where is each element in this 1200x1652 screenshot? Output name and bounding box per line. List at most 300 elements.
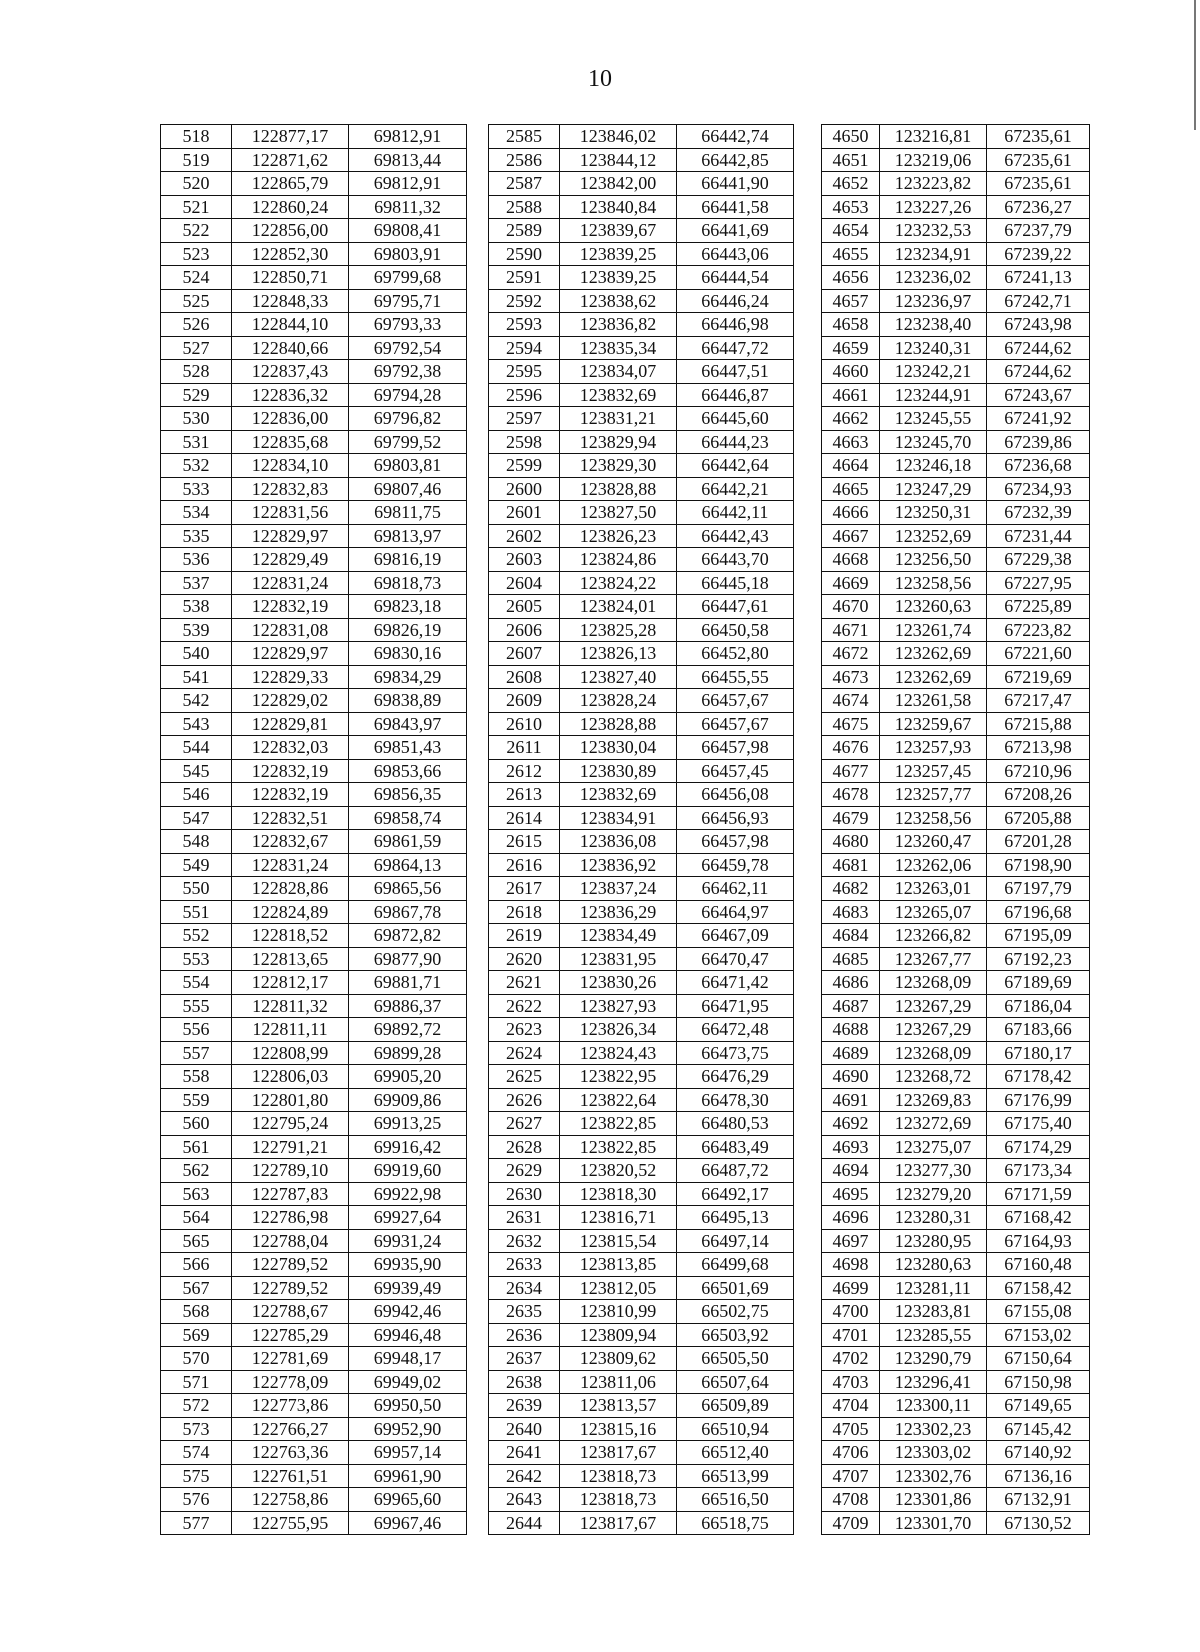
table-cell-point-number: 2620	[489, 947, 560, 971]
table-cell-y-coordinate: 69942,46	[349, 1300, 467, 1324]
table-cell-y-coordinate: 67140,92	[987, 1441, 1090, 1465]
table-cell-point-number: 519	[161, 148, 232, 172]
table-cell-point-number: 4652	[822, 172, 880, 196]
column-gap	[467, 712, 489, 736]
table-cell-x-coordinate: 123238,40	[880, 313, 987, 337]
table-cell-x-coordinate: 123268,09	[880, 1041, 987, 1065]
table-cell-x-coordinate: 123822,64	[560, 1088, 677, 1112]
table-cell-y-coordinate: 69957,14	[349, 1441, 467, 1465]
table-cell-y-coordinate: 67213,98	[987, 736, 1090, 760]
table-cell-y-coordinate: 66445,18	[677, 571, 794, 595]
table-cell-x-coordinate: 122791,21	[232, 1135, 349, 1159]
table-cell-y-coordinate: 66456,08	[677, 783, 794, 807]
table-cell-x-coordinate: 123809,62	[560, 1347, 677, 1371]
table-row	[161, 524, 1090, 548]
column-gap	[794, 853, 822, 877]
table-cell-point-number: 4683	[822, 900, 880, 924]
table-cell-x-coordinate: 123830,26	[560, 971, 677, 995]
table-cell-point-number: 2635	[489, 1300, 560, 1324]
table-cell-point-number: 4702	[822, 1347, 880, 1371]
table-row	[161, 407, 1090, 431]
table-cell-x-coordinate: 122787,83	[232, 1182, 349, 1206]
table-cell-point-number: 4661	[822, 383, 880, 407]
table-cell-point-number: 4656	[822, 266, 880, 290]
table-cell-point-number: 4699	[822, 1276, 880, 1300]
table-cell-y-coordinate: 66495,13	[677, 1206, 794, 1230]
table-row	[161, 1370, 1090, 1394]
table-cell-x-coordinate: 123811,06	[560, 1370, 677, 1394]
table-cell-y-coordinate: 66499,68	[677, 1253, 794, 1277]
table-cell-x-coordinate: 123269,83	[880, 1088, 987, 1112]
table-cell-y-coordinate: 66478,30	[677, 1088, 794, 1112]
table-cell-x-coordinate: 122831,56	[232, 501, 349, 525]
table-cell-y-coordinate: 69793,33	[349, 313, 467, 337]
table-cell-point-number: 534	[161, 501, 232, 525]
table-cell-point-number: 2617	[489, 877, 560, 901]
table-cell-x-coordinate: 123257,77	[880, 783, 987, 807]
table-cell-point-number: 2634	[489, 1276, 560, 1300]
table-cell-y-coordinate: 66442,21	[677, 477, 794, 501]
table-cell-y-coordinate: 66472,48	[677, 1018, 794, 1042]
coordinates-table-body	[161, 125, 1090, 1535]
column-gap	[794, 454, 822, 478]
table-cell-point-number: 553	[161, 947, 232, 971]
table-cell-x-coordinate: 123262,69	[880, 642, 987, 666]
table-cell-y-coordinate: 66470,47	[677, 947, 794, 971]
table-cell-y-coordinate: 66456,93	[677, 806, 794, 830]
table-cell-y-coordinate: 67244,62	[987, 360, 1090, 384]
table-cell-y-coordinate: 69834,29	[349, 665, 467, 689]
table-cell-x-coordinate: 122824,89	[232, 900, 349, 924]
table-cell-y-coordinate: 69799,68	[349, 266, 467, 290]
table-cell-x-coordinate: 123844,12	[560, 148, 677, 172]
column-gap	[467, 148, 489, 172]
table-cell-point-number: 565	[161, 1229, 232, 1253]
table-cell-point-number: 539	[161, 618, 232, 642]
table-cell-point-number: 2601	[489, 501, 560, 525]
column-gap	[794, 1018, 822, 1042]
table-cell-point-number: 4705	[822, 1417, 880, 1441]
table-cell-y-coordinate: 69872,82	[349, 924, 467, 948]
table-cell-point-number: 2637	[489, 1347, 560, 1371]
table-cell-x-coordinate: 123219,06	[880, 148, 987, 172]
table-row	[161, 1088, 1090, 1112]
table-cell-y-coordinate: 66441,90	[677, 172, 794, 196]
table-cell-x-coordinate: 123810,99	[560, 1300, 677, 1324]
table-cell-x-coordinate: 123272,69	[880, 1112, 987, 1136]
table-cell-x-coordinate: 122785,29	[232, 1323, 349, 1347]
table-cell-y-coordinate: 69851,43	[349, 736, 467, 760]
table-cell-y-coordinate: 67160,48	[987, 1253, 1090, 1277]
table-cell-y-coordinate: 67153,02	[987, 1323, 1090, 1347]
table-cell-y-coordinate: 69886,37	[349, 994, 467, 1018]
column-gap	[794, 783, 822, 807]
column-gap	[794, 1300, 822, 1324]
table-cell-x-coordinate: 123830,89	[560, 759, 677, 783]
table-cell-x-coordinate: 123828,88	[560, 477, 677, 501]
table-cell-x-coordinate: 122832,19	[232, 759, 349, 783]
table-cell-y-coordinate: 69948,17	[349, 1347, 467, 1371]
column-gap	[794, 900, 822, 924]
table-cell-y-coordinate: 69803,91	[349, 242, 467, 266]
table-cell-x-coordinate: 123820,52	[560, 1159, 677, 1183]
table-cell-x-coordinate: 122836,00	[232, 407, 349, 431]
table-cell-point-number: 542	[161, 689, 232, 713]
column-gap	[467, 1347, 489, 1371]
table-cell-point-number: 522	[161, 219, 232, 243]
table-row	[161, 1488, 1090, 1512]
table-cell-y-coordinate: 69803,81	[349, 454, 467, 478]
table-cell-y-coordinate: 69830,16	[349, 642, 467, 666]
table-cell-point-number: 2609	[489, 689, 560, 713]
table-cell-x-coordinate: 123266,82	[880, 924, 987, 948]
table-cell-x-coordinate: 123259,67	[880, 712, 987, 736]
table-cell-y-coordinate: 67183,66	[987, 1018, 1090, 1042]
table-cell-y-coordinate: 67239,22	[987, 242, 1090, 266]
table-cell-x-coordinate: 123267,29	[880, 994, 987, 1018]
table-cell-point-number: 525	[161, 289, 232, 313]
table-cell-x-coordinate: 123831,95	[560, 947, 677, 971]
column-gap	[794, 383, 822, 407]
table-cell-x-coordinate: 123839,25	[560, 242, 677, 266]
table-cell-point-number: 2622	[489, 994, 560, 1018]
table-cell-y-coordinate: 69931,24	[349, 1229, 467, 1253]
table-cell-point-number: 2600	[489, 477, 560, 501]
table-cell-y-coordinate: 66457,98	[677, 736, 794, 760]
table-cell-x-coordinate: 123836,08	[560, 830, 677, 854]
column-gap	[467, 1370, 489, 1394]
table-cell-point-number: 521	[161, 195, 232, 219]
table-cell-point-number: 529	[161, 383, 232, 407]
table-cell-point-number: 4692	[822, 1112, 880, 1136]
table-row	[161, 1253, 1090, 1277]
table-cell-point-number: 543	[161, 712, 232, 736]
table-cell-y-coordinate: 69899,28	[349, 1041, 467, 1065]
table-cell-y-coordinate: 67241,92	[987, 407, 1090, 431]
table-cell-x-coordinate: 123301,70	[880, 1511, 987, 1535]
table-cell-x-coordinate: 123813,57	[560, 1394, 677, 1418]
table-cell-y-coordinate: 67180,17	[987, 1041, 1090, 1065]
table-cell-y-coordinate: 66455,55	[677, 665, 794, 689]
table-cell-point-number: 552	[161, 924, 232, 948]
column-gap	[467, 1112, 489, 1136]
table-row	[161, 924, 1090, 948]
table-cell-x-coordinate: 123822,85	[560, 1135, 677, 1159]
table-cell-y-coordinate: 67219,69	[987, 665, 1090, 689]
table-cell-y-coordinate: 66480,53	[677, 1112, 794, 1136]
column-gap	[467, 1276, 489, 1300]
table-cell-y-coordinate: 66457,45	[677, 759, 794, 783]
table-cell-y-coordinate: 66502,75	[677, 1300, 794, 1324]
table-cell-x-coordinate: 122832,83	[232, 477, 349, 501]
table-cell-point-number: 547	[161, 806, 232, 830]
table-cell-y-coordinate: 69861,59	[349, 830, 467, 854]
table-cell-point-number: 4687	[822, 994, 880, 1018]
table-cell-y-coordinate: 66518,75	[677, 1511, 794, 1535]
table-cell-point-number: 574	[161, 1441, 232, 1465]
table-cell-x-coordinate: 123836,82	[560, 313, 677, 337]
table-cell-point-number: 518	[161, 125, 232, 149]
table-cell-x-coordinate: 122829,02	[232, 689, 349, 713]
table-cell-point-number: 2638	[489, 1370, 560, 1394]
table-cell-x-coordinate: 123277,30	[880, 1159, 987, 1183]
table-cell-point-number: 4708	[822, 1488, 880, 1512]
table-cell-x-coordinate: 123300,11	[880, 1394, 987, 1418]
table-cell-y-coordinate: 67155,08	[987, 1300, 1090, 1324]
table-cell-y-coordinate: 67192,23	[987, 947, 1090, 971]
table-cell-y-coordinate: 69939,49	[349, 1276, 467, 1300]
column-gap	[794, 148, 822, 172]
column-gap	[467, 219, 489, 243]
table-cell-point-number: 577	[161, 1511, 232, 1535]
column-gap	[794, 1229, 822, 1253]
table-cell-x-coordinate: 122840,66	[232, 336, 349, 360]
table-row	[161, 1159, 1090, 1183]
table-row	[161, 383, 1090, 407]
table-cell-point-number: 2595	[489, 360, 560, 384]
table-row	[161, 900, 1090, 924]
table-cell-point-number: 2604	[489, 571, 560, 595]
table-row	[161, 1041, 1090, 1065]
column-gap	[467, 806, 489, 830]
table-cell-x-coordinate: 123246,18	[880, 454, 987, 478]
table-cell-x-coordinate: 123846,02	[560, 125, 677, 149]
table-cell-x-coordinate: 122812,17	[232, 971, 349, 995]
table-row	[161, 125, 1090, 149]
column-gap	[467, 1135, 489, 1159]
table-cell-x-coordinate: 122831,24	[232, 571, 349, 595]
table-row	[161, 430, 1090, 454]
table-cell-y-coordinate: 67231,44	[987, 524, 1090, 548]
table-cell-x-coordinate: 123836,29	[560, 900, 677, 924]
table-cell-x-coordinate: 123816,71	[560, 1206, 677, 1230]
table-cell-y-coordinate: 69965,60	[349, 1488, 467, 1512]
table-cell-point-number: 2599	[489, 454, 560, 478]
table-cell-point-number: 4657	[822, 289, 880, 313]
table-cell-y-coordinate: 66501,69	[677, 1276, 794, 1300]
table-cell-y-coordinate: 66452,80	[677, 642, 794, 666]
table-cell-y-coordinate: 69811,75	[349, 501, 467, 525]
table-cell-x-coordinate: 122758,86	[232, 1488, 349, 1512]
column-gap	[794, 830, 822, 854]
column-gap	[467, 1159, 489, 1183]
column-gap	[794, 712, 822, 736]
table-cell-x-coordinate: 123227,26	[880, 195, 987, 219]
table-row	[161, 1300, 1090, 1324]
table-cell-x-coordinate: 123281,11	[880, 1276, 987, 1300]
table-cell-point-number: 2587	[489, 172, 560, 196]
table-cell-point-number: 4671	[822, 618, 880, 642]
table-cell-y-coordinate: 69812,91	[349, 125, 467, 149]
table-cell-y-coordinate: 67196,68	[987, 900, 1090, 924]
table-row	[161, 1511, 1090, 1535]
table-cell-y-coordinate: 67227,95	[987, 571, 1090, 595]
table-cell-y-coordinate: 67130,52	[987, 1511, 1090, 1535]
table-cell-y-coordinate: 66497,14	[677, 1229, 794, 1253]
column-gap	[794, 924, 822, 948]
table-cell-y-coordinate: 67197,79	[987, 877, 1090, 901]
table-row	[161, 1065, 1090, 1089]
table-row	[161, 1347, 1090, 1371]
table-cell-y-coordinate: 66459,78	[677, 853, 794, 877]
table-cell-point-number: 2614	[489, 806, 560, 830]
table-cell-y-coordinate: 69794,28	[349, 383, 467, 407]
table-cell-point-number: 4679	[822, 806, 880, 830]
table-cell-x-coordinate: 122844,10	[232, 313, 349, 337]
column-gap	[794, 994, 822, 1018]
column-gap	[794, 1417, 822, 1441]
table-cell-y-coordinate: 69967,46	[349, 1511, 467, 1535]
table-cell-y-coordinate: 66512,40	[677, 1441, 794, 1465]
table-cell-point-number: 4670	[822, 595, 880, 619]
table-cell-x-coordinate: 123260,63	[880, 595, 987, 619]
table-cell-point-number: 4709	[822, 1511, 880, 1535]
table-row	[161, 830, 1090, 854]
table-cell-y-coordinate: 69905,20	[349, 1065, 467, 1089]
table-cell-y-coordinate: 67176,99	[987, 1088, 1090, 1112]
table-cell-x-coordinate: 123247,29	[880, 477, 987, 501]
table-cell-point-number: 4653	[822, 195, 880, 219]
table-cell-y-coordinate: 67132,91	[987, 1488, 1090, 1512]
table-cell-point-number: 530	[161, 407, 232, 431]
table-row	[161, 1464, 1090, 1488]
table-cell-x-coordinate: 123216,81	[880, 125, 987, 149]
column-gap	[467, 1018, 489, 1042]
table-cell-y-coordinate: 67236,68	[987, 454, 1090, 478]
table-cell-y-coordinate: 67236,27	[987, 195, 1090, 219]
table-row	[161, 853, 1090, 877]
table-cell-x-coordinate: 123832,69	[560, 383, 677, 407]
table-cell-point-number: 4685	[822, 947, 880, 971]
table-cell-x-coordinate: 123280,95	[880, 1229, 987, 1253]
table-cell-x-coordinate: 123826,23	[560, 524, 677, 548]
table-cell-point-number: 2607	[489, 642, 560, 666]
table-cell-x-coordinate: 122789,52	[232, 1253, 349, 1277]
table-cell-y-coordinate: 69843,97	[349, 712, 467, 736]
table-cell-y-coordinate: 69812,91	[349, 172, 467, 196]
table-cell-x-coordinate: 123828,88	[560, 712, 677, 736]
column-gap	[794, 289, 822, 313]
table-cell-point-number: 575	[161, 1464, 232, 1488]
table-row	[161, 971, 1090, 995]
table-cell-point-number: 555	[161, 994, 232, 1018]
table-cell-x-coordinate: 122811,32	[232, 994, 349, 1018]
table-cell-y-coordinate: 66513,99	[677, 1464, 794, 1488]
column-gap	[467, 853, 489, 877]
table-row	[161, 454, 1090, 478]
table-cell-y-coordinate: 66503,92	[677, 1323, 794, 1347]
table-cell-y-coordinate: 69935,90	[349, 1253, 467, 1277]
table-cell-point-number: 554	[161, 971, 232, 995]
column-gap	[467, 971, 489, 995]
table-cell-x-coordinate: 123829,94	[560, 430, 677, 454]
column-gap	[467, 548, 489, 572]
table-cell-point-number: 4681	[822, 853, 880, 877]
table-row	[161, 360, 1090, 384]
column-gap	[794, 1347, 822, 1371]
table-cell-y-coordinate: 67225,89	[987, 595, 1090, 619]
table-cell-point-number: 536	[161, 548, 232, 572]
table-cell-x-coordinate: 123285,55	[880, 1323, 987, 1347]
table-cell-point-number: 2590	[489, 242, 560, 266]
table-cell-point-number: 528	[161, 360, 232, 384]
table-cell-point-number: 4693	[822, 1135, 880, 1159]
table-cell-point-number: 546	[161, 783, 232, 807]
table-cell-point-number: 4677	[822, 759, 880, 783]
table-cell-y-coordinate: 66442,85	[677, 148, 794, 172]
table-cell-y-coordinate: 69856,35	[349, 783, 467, 807]
table-cell-y-coordinate: 69949,02	[349, 1370, 467, 1394]
table-cell-y-coordinate: 67232,39	[987, 501, 1090, 525]
column-gap	[794, 125, 822, 149]
table-cell-point-number: 2642	[489, 1464, 560, 1488]
table-cell-x-coordinate: 123834,07	[560, 360, 677, 384]
table-cell-x-coordinate: 123818,30	[560, 1182, 677, 1206]
column-gap	[467, 1182, 489, 1206]
table-cell-x-coordinate: 122832,19	[232, 783, 349, 807]
table-cell-point-number: 532	[161, 454, 232, 478]
column-gap	[794, 407, 822, 431]
column-gap	[794, 877, 822, 901]
table-cell-x-coordinate: 123835,34	[560, 336, 677, 360]
table-cell-y-coordinate: 67235,61	[987, 172, 1090, 196]
table-cell-x-coordinate: 122818,52	[232, 924, 349, 948]
table-cell-point-number: 520	[161, 172, 232, 196]
table-cell-y-coordinate: 66442,43	[677, 524, 794, 548]
table-cell-x-coordinate: 123303,02	[880, 1441, 987, 1465]
column-gap	[467, 759, 489, 783]
table-cell-point-number: 535	[161, 524, 232, 548]
table-cell-x-coordinate: 123240,31	[880, 336, 987, 360]
table-cell-point-number: 2621	[489, 971, 560, 995]
table-cell-point-number: 560	[161, 1112, 232, 1136]
table-cell-x-coordinate: 123223,82	[880, 172, 987, 196]
table-cell-point-number: 4684	[822, 924, 880, 948]
table-cell-y-coordinate: 67173,34	[987, 1159, 1090, 1183]
column-gap	[794, 195, 822, 219]
table-cell-x-coordinate: 122865,79	[232, 172, 349, 196]
table-row	[161, 1206, 1090, 1230]
table-cell-point-number: 556	[161, 1018, 232, 1042]
column-gap	[467, 994, 489, 1018]
table-cell-point-number: 2628	[489, 1135, 560, 1159]
column-gap	[794, 1511, 822, 1535]
table-cell-x-coordinate: 122763,36	[232, 1441, 349, 1465]
table-cell-point-number: 4675	[822, 712, 880, 736]
table-cell-x-coordinate: 123250,31	[880, 501, 987, 525]
column-gap	[467, 1088, 489, 1112]
column-gap	[467, 595, 489, 619]
table-cell-point-number: 4669	[822, 571, 880, 595]
table-cell-point-number: 567	[161, 1276, 232, 1300]
column-gap	[794, 360, 822, 384]
table-cell-x-coordinate: 122860,24	[232, 195, 349, 219]
table-cell-point-number: 4651	[822, 148, 880, 172]
table-cell-x-coordinate: 123826,34	[560, 1018, 677, 1042]
table-row	[161, 148, 1090, 172]
table-cell-y-coordinate: 67189,69	[987, 971, 1090, 995]
column-gap	[794, 172, 822, 196]
column-gap	[794, 336, 822, 360]
table-cell-point-number: 523	[161, 242, 232, 266]
table-cell-y-coordinate: 69892,72	[349, 1018, 467, 1042]
table-row	[161, 1135, 1090, 1159]
table-cell-x-coordinate: 123262,69	[880, 665, 987, 689]
table-cell-point-number: 2612	[489, 759, 560, 783]
column-gap	[467, 430, 489, 454]
column-gap	[794, 1464, 822, 1488]
table-cell-x-coordinate: 123822,85	[560, 1112, 677, 1136]
